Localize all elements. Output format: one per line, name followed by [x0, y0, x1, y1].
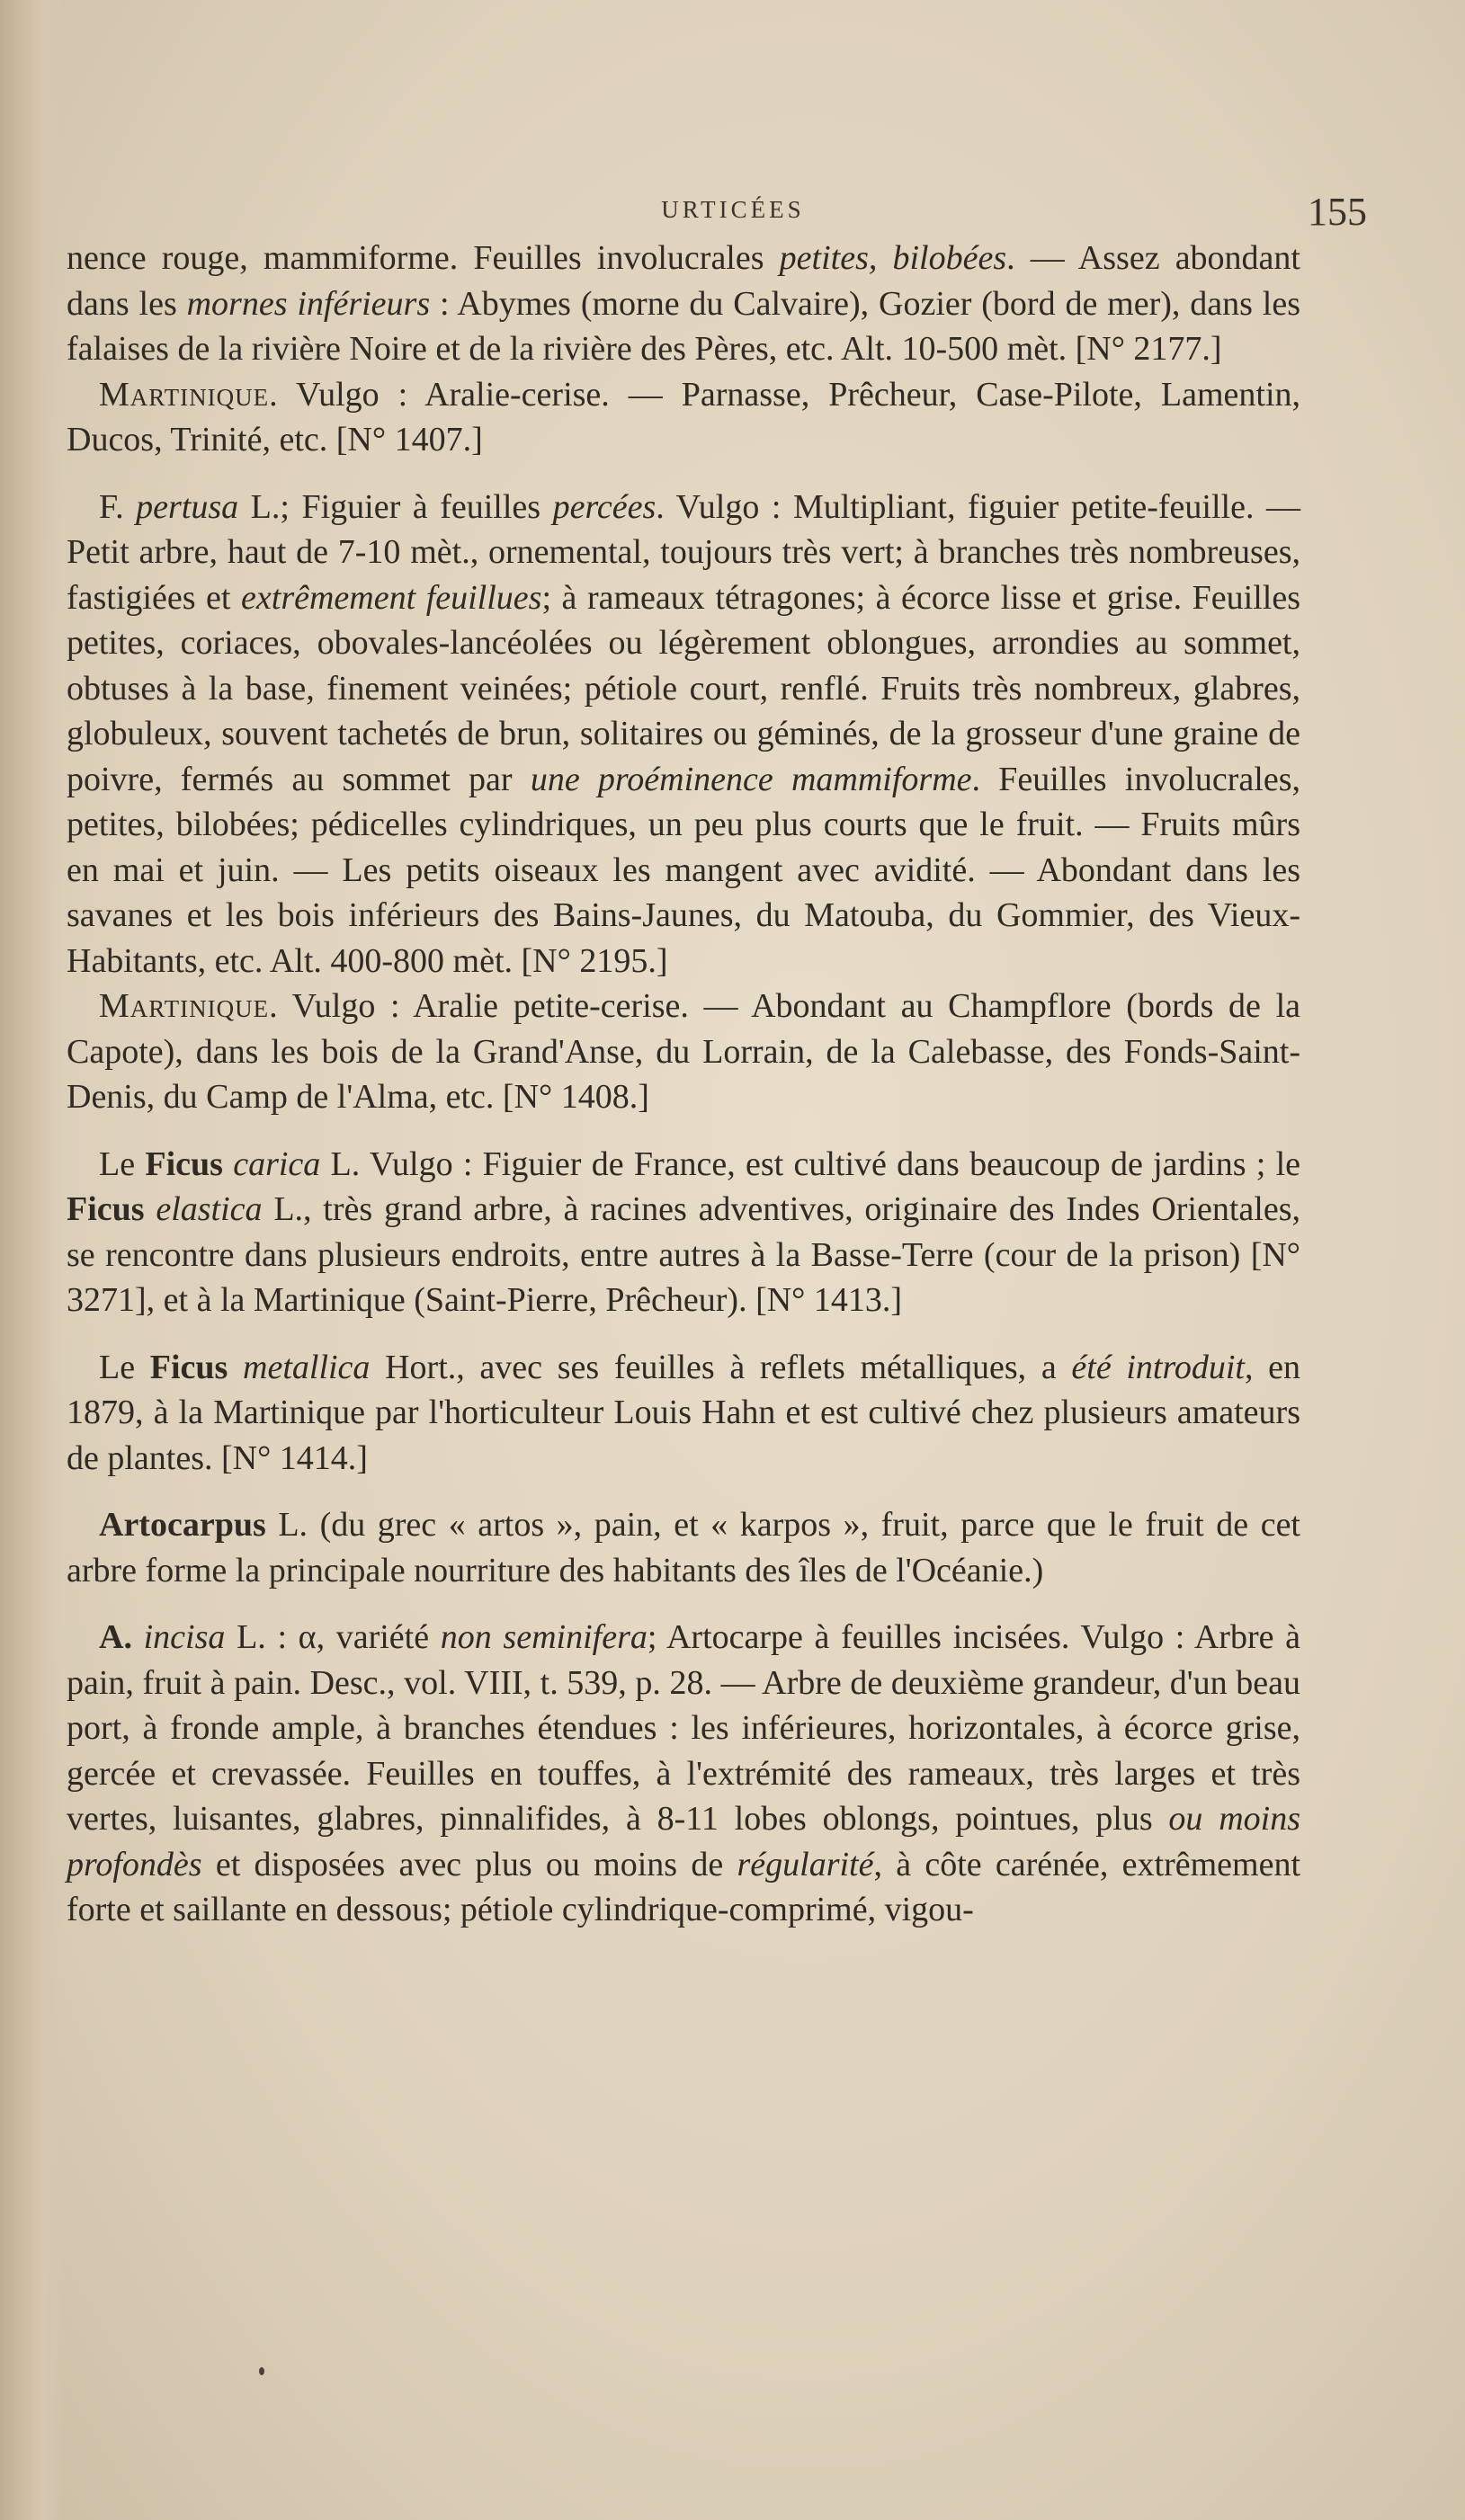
text-run: : Abymes (morne du Calvaire), Gozier (bord de mer), dans les falaises de la rivière Noire et de la rivière des Pères, etc. Alt. 10-500 mèt. [N° 2177.] — [67, 284, 1300, 368]
paragraph — [67, 236, 1300, 372]
running-title: URTICÉES — [661, 196, 805, 223]
text-run: L. Vulgo : Figuier de France, est cultivé dans beaucoup de jardins ; le — [320, 1144, 1301, 1183]
text-run — [132, 1618, 144, 1656]
text-run — [145, 1190, 156, 1228]
text-run: metallica — [243, 1348, 371, 1386]
text-run — [228, 1349, 243, 1386]
text-run: une proéminence mammiforme — [530, 760, 972, 798]
text-run: mornes inférieurs — [186, 284, 431, 323]
text-run: Le — [99, 1144, 146, 1183]
text-run: L.; Figuier à feuilles — [238, 487, 553, 526]
text-run: . Vulgo : Multipliant, figuier petite-feuille. — Petit arbre, haut de 7-10 mèt., ornemental, toujours très vert; à branches très nombreuses, fastigiées et — [67, 487, 1300, 617]
text-run: non seminifera — [440, 1618, 648, 1656]
text-run — [223, 1145, 233, 1183]
text-run: Artocarpus — [99, 1506, 266, 1544]
text-run: petites, bilobées — [779, 239, 1007, 277]
text-run: Ficus — [145, 1144, 223, 1183]
paragraph — [67, 485, 1300, 984]
text-run: , à côte carénée, extrêmement forte et saillante en dessous; pétiole cylindrique-comprimé, vigou- — [67, 1845, 1301, 1928]
text-run: Ficus — [149, 1348, 228, 1386]
text-run: carica — [233, 1144, 321, 1183]
text-run: ; à rameaux tétragones; à écorce lisse et grise. Feuilles petites, coriaces, obovales-lancéolées ou légèrement oblongues, arrondies au sommet, obtuses à la base, finement veinées; pétiole court, renflé. Fruits très nombreux, glabres, globuleux, souvent tachetés de brun, solitaires ou géminés, de la grosseur d'une graine de poivre, fermés au sommet par — [67, 578, 1300, 798]
text-run: extrêmement feuillues — [241, 578, 542, 617]
page-body — [67, 236, 1300, 1933]
text-run: elastica — [156, 1190, 263, 1228]
text-run: ; Artocarpe à feuilles incisées. Vulgo : Arbre à pain, fruit à pain. Desc., vol. VIII, t. 539, p. 28. — Arbre de deuxième grandeur, d'un beau port, à fronde ample, à branches étendues : les inférieures, horizontales, à écorce grise, gercée et crevassée. Feuilles en touffes, à l'extrémité des rameaux, très larges et très vertes, luisantes, glabres, pinnalifides, à 8-11 lobes oblongs, pointues, plus — [67, 1618, 1300, 1838]
text-run: Le — [99, 1348, 150, 1386]
text-run: A. — [99, 1618, 132, 1656]
text-run: percées — [552, 487, 657, 526]
text-run: régularité — [737, 1845, 874, 1883]
text-run: nence rouge, mammiforme. Feuilles involucrales — [67, 239, 780, 277]
text-run: Hort., avec ses feuilles à reflets métalliques, a — [370, 1348, 1072, 1386]
paragraph — [67, 1502, 1300, 1593]
text-run: F. — [99, 487, 137, 526]
text-run: été introduit — [1071, 1348, 1245, 1386]
paragraph — [67, 1615, 1300, 1933]
text-run: . Feuilles involucrales, petites, bilobées; pédicelles cylindriques, un peu plus courts que le fruit. — Fruits mûrs en mai et juin. — Les petits oiseaux les mangent avec avidité. — Abondant dans les savanes et les bois inférieurs des Bains-Jaunes, du Matouba, du Gommier, des Vieux-Habitants, etc. Alt. 400-800 mèt. [N° 2195.] — [67, 760, 1301, 980]
page-number: 155 — [1308, 190, 1367, 234]
text-run: ou moins profondès — [67, 1800, 1300, 1883]
text-run: pertusa — [136, 487, 239, 526]
paragraph — [67, 372, 1300, 463]
paragraph — [67, 1345, 1300, 1482]
text-run: L. : α, variété — [225, 1618, 441, 1656]
text-run: L. (du grec « artos », pain, et « karpos », fruit, parce que le fruit de cet arbre forme la principale nourriture des habitants des îles de l'Océanie.) — [67, 1506, 1300, 1589]
text-run: . Vulgo : Aralie petite-cerise. — Abondant au Champflore (bords de la Capote), dans les bois de la Grand'Anse, du Lorrain, de la Calebasse, des Fonds-Saint-Denis, du Camp de l'Alma, etc. [N° 1408.] — [67, 987, 1300, 1116]
ink-speck — [259, 2367, 264, 2375]
paragraph — [67, 1142, 1300, 1323]
text-run: . Vulgo : Aralie-cerise. — Parnasse, Prêcheur, Case-Pilote, Lamentin, Ducos, Trinité, etc. [N° 1407.] — [67, 375, 1300, 459]
text-run: Ficus — [67, 1190, 145, 1228]
text-run: incisa — [143, 1618, 226, 1656]
paragraph — [67, 984, 1300, 1120]
text-run: Martinique — [99, 987, 270, 1025]
text-run: L., très grand arbre, à racines adventives, originaire des Indes Orientales, se rencontre dans plusieurs endroits, entre autres à la Basse-Terre (cour de la prison) [N° 3271], et à la Martinique (Saint-Pierre, Prêcheur). [N° 1413.] — [67, 1190, 1300, 1319]
text-run: , en 1879, à la Martinique par l'horticulteur Louis Hahn et est cultivé chez plusieurs amateurs de plantes. [N° 1414.] — [67, 1348, 1301, 1477]
page-header — [72, 190, 1394, 241]
binding-shadow — [0, 0, 63, 2520]
text-run: Martinique — [99, 375, 270, 414]
text-run: . — Assez abondant dans les — [67, 239, 1300, 323]
text-run: et disposées avec plus ou moins de — [201, 1845, 737, 1883]
